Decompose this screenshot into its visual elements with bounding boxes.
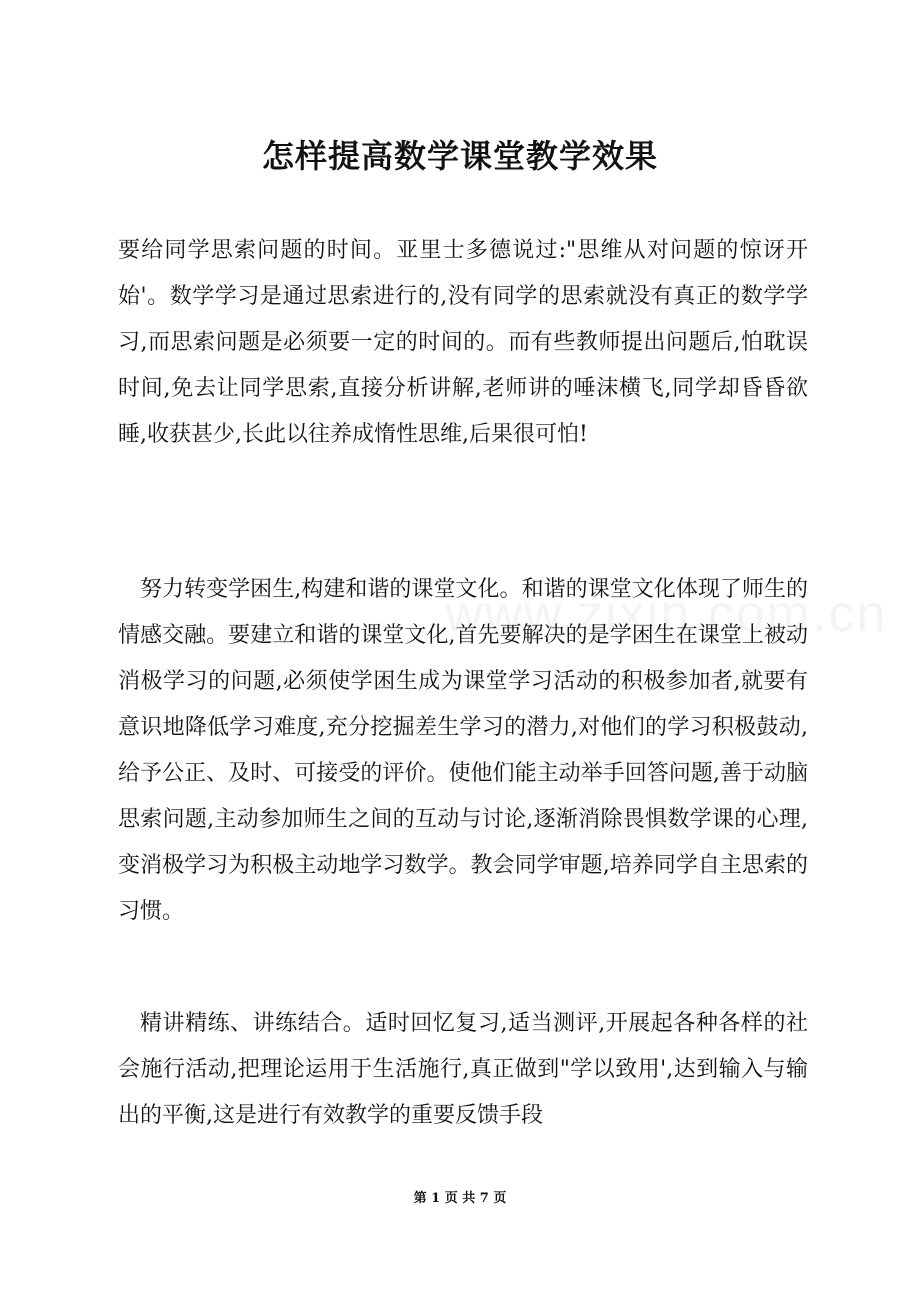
paragraph-1: 要给同学思索问题的时间。亚里士多德说过:"思维从对问题的惊讶开始'。数学学习是通过思索进行的,没有同学的思索就没有真正的数学学习,而思索问题是必须要一定的时间的。而有些教师提出问题后,怕耽误时间,免去让同学思索,直接分析讲解,老师讲的唾沫横飞,同学却昏昏欲睡,收获甚少,长此以往养成惰性思维,后果很可怕! [118, 238, 808, 447]
paragraph-3: 精讲精练、讲练结合。适时回忆复习,适当测评,开展起各种各样的社会施行活动,把理论运用于生活施行,真正做到"学以致用',达到输入与输出的平衡,这是进行有效教学的重要反馈手段 [118, 1011, 808, 1128]
page-footer: 第 1 页 共 7 页 [413, 1191, 507, 1206]
paragraph-2: 努力转变学困生,构建和谐的课堂文化。和谐的课堂文化体现了师生的情感交融。要建立和谐的课堂文化,首先要解决的是学困生在课堂上被动消极学习的问题,必须使学困生成为课堂学习活动的积极参加者,就要有意识地降低学习难度,充分挖掘差生学习的潜力,对他们的学习积极鼓动,给予公正、及时、可接受的评价。使他们能主动举手回答问题,善于动脑思索问题,主动参加师生之间的互动与讨论,逐渐消除畏惧数学课的心理,变消极学习为积极主动地学习数学。教会同学审题,培养同学自主思索的习惯。 [118, 577, 808, 924]
document-title: 怎样提高数学课堂教学效果 [261, 137, 658, 175]
